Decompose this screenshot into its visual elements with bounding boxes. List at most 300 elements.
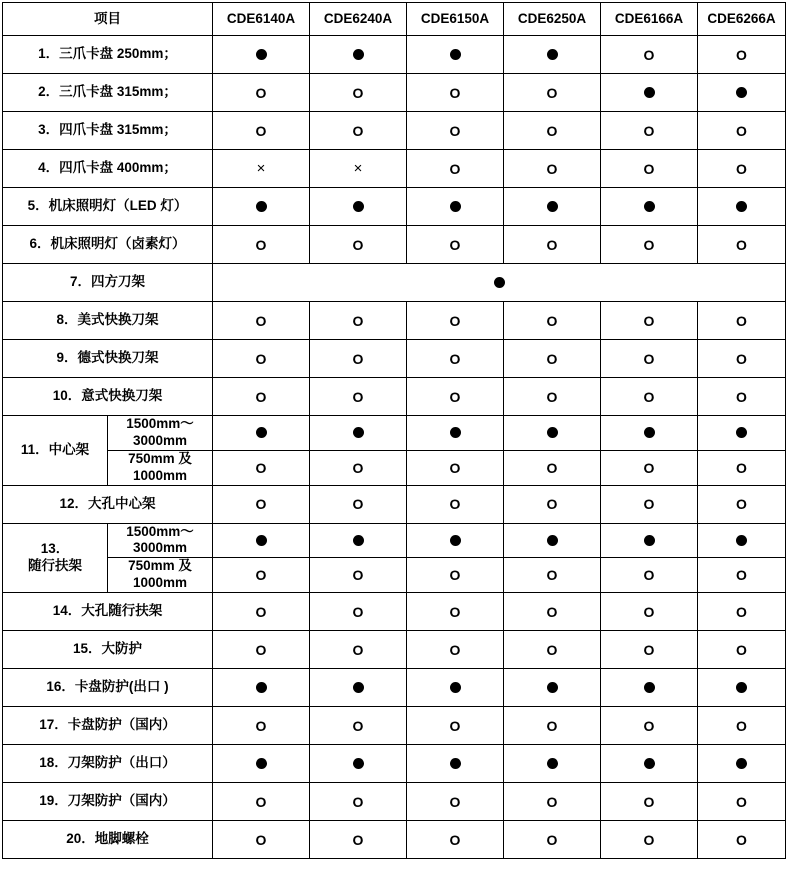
mark-optional: O <box>255 388 267 405</box>
mark-cell <box>213 112 310 150</box>
mark-optional: O <box>449 350 461 367</box>
mark-optional: O <box>255 831 267 848</box>
mark-standard <box>450 758 461 769</box>
mark-cell <box>504 112 601 150</box>
header-model-0: CDE6140A <box>213 3 310 36</box>
mark-cell <box>213 416 310 451</box>
mark-standard <box>256 758 267 769</box>
table-row <box>3 669 786 707</box>
mark-optional: O <box>352 388 364 405</box>
mark-cell <box>698 302 786 340</box>
mark-standard <box>547 758 558 769</box>
mark-optional: O <box>643 122 655 139</box>
mark-optional: O <box>546 350 558 367</box>
row-label: 17．卡盘防护（国内） <box>3 707 213 745</box>
mark-cell <box>601 558 698 593</box>
row-label: 12．大孔中心架 <box>3 485 213 523</box>
mark-optional: O <box>546 793 558 810</box>
mark-cell <box>213 669 310 707</box>
mark-cell <box>698 669 786 707</box>
mark-optional: O <box>352 831 364 848</box>
mark-optional: O <box>352 567 364 584</box>
mark-standard <box>353 49 364 60</box>
row-label: 13． 随行扶架 <box>3 523 108 593</box>
mark-optional: O <box>736 46 747 63</box>
mark-cell <box>601 226 698 264</box>
mark-cell <box>310 36 407 74</box>
mark-cell <box>601 36 698 74</box>
mark-cell <box>601 150 698 188</box>
mark-optional: O <box>546 459 558 476</box>
table-row <box>3 821 786 859</box>
row-label: 18．刀架防护（出口） <box>3 745 213 783</box>
mark-standard <box>256 535 267 546</box>
mark-cell <box>407 74 504 112</box>
mark-cell <box>504 74 601 112</box>
mark-optional: O <box>736 831 747 848</box>
mark-cell <box>698 378 786 416</box>
mark-cell <box>504 36 601 74</box>
mark-optional: O <box>352 84 364 101</box>
row-label: 15．大防护 <box>3 631 213 669</box>
mark-cell <box>504 783 601 821</box>
table-row <box>3 226 786 264</box>
mark-optional: O <box>352 641 364 658</box>
mark-optional: O <box>546 603 558 620</box>
mark-cell <box>504 150 601 188</box>
mark-optional: O <box>255 459 267 476</box>
mark-optional: O <box>255 496 267 512</box>
mark-cell <box>213 150 310 188</box>
mark-cell <box>698 340 786 378</box>
mark-optional: O <box>736 641 747 658</box>
mark-standard <box>736 535 747 546</box>
mark-optional: O <box>449 717 461 734</box>
mark-cell <box>504 188 601 226</box>
mark-optional: O <box>736 160 747 177</box>
mark-optional: O <box>449 84 461 101</box>
mark-standard <box>256 682 267 693</box>
mark-optional: O <box>643 350 655 367</box>
mark-cell <box>504 416 601 451</box>
row-label: 9．德式快换刀架 <box>3 340 213 378</box>
mark-cell <box>213 485 310 523</box>
mark-cell <box>698 450 786 485</box>
mark-cell <box>407 188 504 226</box>
header-model-5: CDE6266A <box>698 3 786 36</box>
row-sublabel: 1500mm～3000mm <box>108 523 213 558</box>
mark-cell <box>213 523 310 558</box>
mark-standard <box>547 427 558 438</box>
table-row <box>3 593 786 631</box>
mark-cell <box>407 485 504 523</box>
mark-cell <box>407 558 504 593</box>
mark-cell <box>504 340 601 378</box>
mark-cell <box>213 74 310 112</box>
mark-cell <box>601 631 698 669</box>
mark-optional: O <box>736 312 747 329</box>
mark-optional: O <box>449 641 461 658</box>
mark-optional: O <box>546 122 558 139</box>
mark-standard <box>353 535 364 546</box>
mark-standard <box>353 427 364 438</box>
table-row <box>3 707 786 745</box>
row-label: 4．四爪卡盘 400mm； <box>3 150 213 188</box>
mark-standard <box>450 535 461 546</box>
mark-cell <box>213 340 310 378</box>
mark-cell <box>213 821 310 859</box>
mark-cell <box>601 302 698 340</box>
mark-cell <box>601 450 698 485</box>
mark-optional: O <box>255 603 267 620</box>
mark-standard <box>736 758 747 769</box>
row-label: 2．三爪卡盘 315mm； <box>3 74 213 112</box>
mark-cell <box>698 745 786 783</box>
mark-standard <box>547 535 558 546</box>
mark-cell <box>407 593 504 631</box>
mark-cell <box>407 378 504 416</box>
mark-cell <box>601 593 698 631</box>
mark-standard <box>644 535 655 546</box>
mark-optional: O <box>449 459 461 476</box>
mark-optional: O <box>736 122 747 139</box>
mark-cell <box>310 523 407 558</box>
mark-cell <box>698 150 786 188</box>
mark-optional: O <box>643 831 655 848</box>
mark-cell <box>213 593 310 631</box>
mark-cell <box>601 821 698 859</box>
mark-cell <box>504 523 601 558</box>
row-sublabel: 750mm 及 1000mm <box>108 558 213 593</box>
mark-standard <box>736 682 747 693</box>
table-row <box>3 450 786 485</box>
mark-standard <box>547 201 558 212</box>
mark-optional: O <box>546 160 558 177</box>
mark-optional: O <box>546 84 558 101</box>
row-label: 7．四方刀架 <box>3 264 213 302</box>
mark-standard <box>547 49 558 60</box>
mark-cell <box>310 112 407 150</box>
mark-optional: O <box>643 793 655 810</box>
mark-standard <box>736 201 747 212</box>
mark-optional: O <box>643 160 655 177</box>
mark-optional: O <box>449 567 461 584</box>
mark-optional: O <box>449 793 461 810</box>
mark-cell <box>407 226 504 264</box>
mark-cell <box>310 821 407 859</box>
mark-optional: O <box>449 831 461 848</box>
mark-optional: O <box>449 312 461 329</box>
mark-standard <box>644 87 655 98</box>
table-row <box>3 74 786 112</box>
header-model-1: CDE6240A <box>310 3 407 36</box>
mark-optional: O <box>546 388 558 405</box>
mark-cell <box>601 74 698 112</box>
mark-cell <box>213 378 310 416</box>
mark-optional: O <box>736 793 747 810</box>
mark-cell <box>601 340 698 378</box>
row-label: 5．机床照明灯（LED 灯） <box>3 188 213 226</box>
mark-cell <box>504 707 601 745</box>
mark-cell <box>213 188 310 226</box>
mark-cell <box>310 450 407 485</box>
mark-cell <box>310 340 407 378</box>
mark-cell <box>310 745 407 783</box>
table-row <box>3 340 786 378</box>
mark-cell <box>698 226 786 264</box>
mark-optional: O <box>449 160 461 177</box>
mark-optional: O <box>546 312 558 329</box>
mark-optional: O <box>352 350 364 367</box>
mark-cell <box>407 669 504 707</box>
mark-standard <box>736 427 747 438</box>
mark-optional: O <box>643 459 655 476</box>
mark-cell <box>601 783 698 821</box>
mark-standard <box>450 201 461 212</box>
mark-optional: O <box>546 831 558 848</box>
mark-optional: O <box>643 236 655 253</box>
mark-cell <box>407 450 504 485</box>
mark-optional: O <box>546 717 558 734</box>
mark-cell <box>698 74 786 112</box>
mark-cell <box>504 558 601 593</box>
mark-optional: O <box>643 312 655 329</box>
row-label: 8．美式快换刀架 <box>3 302 213 340</box>
mark-optional: O <box>352 793 364 810</box>
mark-optional: O <box>352 312 364 329</box>
mark-standard <box>644 682 655 693</box>
mark-cell <box>407 631 504 669</box>
mark-optional: O <box>449 603 461 620</box>
mark-cell <box>601 112 698 150</box>
row-sublabel: 1500mm～3000mm <box>108 416 213 451</box>
mark-cell <box>698 631 786 669</box>
mark-cell <box>698 523 786 558</box>
mark-cell <box>504 593 601 631</box>
mark-cell <box>407 523 504 558</box>
mark-optional: O <box>736 603 747 620</box>
mark-cell <box>698 36 786 74</box>
row-label: 20．地脚螺栓 <box>3 821 213 859</box>
mark-cell <box>698 707 786 745</box>
mark-optional: O <box>736 717 747 734</box>
mark-cell <box>213 226 310 264</box>
row-label: 14．大孔随行扶架 <box>3 593 213 631</box>
mark-optional: O <box>736 459 747 476</box>
mark-cell <box>213 783 310 821</box>
mark-optional: O <box>352 496 364 512</box>
mark-standard <box>450 682 461 693</box>
mark-optional: O <box>643 603 655 620</box>
mark-cell <box>601 745 698 783</box>
table-header-row <box>3 3 786 36</box>
mark-optional: O <box>352 717 364 734</box>
mark-cell <box>213 707 310 745</box>
mark-cell <box>698 821 786 859</box>
mark-standard <box>450 49 461 60</box>
mark-cell <box>310 74 407 112</box>
mark-optional: O <box>736 388 747 405</box>
table-row <box>3 112 786 150</box>
mark-optional: O <box>255 236 267 253</box>
mark-cell <box>310 416 407 451</box>
mark-optional: O <box>449 122 461 139</box>
row-label: 16．卡盘防护(出口 ) <box>3 669 213 707</box>
mark-cell <box>504 485 601 523</box>
mark-standard <box>256 201 267 212</box>
mark-cell <box>310 378 407 416</box>
row-sublabel: 750mm 及 1000mm <box>108 450 213 485</box>
mark-optional: O <box>449 388 461 405</box>
mark-cell <box>698 783 786 821</box>
table-row <box>3 631 786 669</box>
mark-optional: O <box>255 567 267 584</box>
mark-cell <box>407 340 504 378</box>
mark-optional: O <box>643 717 655 734</box>
mark-standard <box>353 758 364 769</box>
mark-standard <box>353 201 364 212</box>
mark-cell <box>601 485 698 523</box>
header-model-3: CDE6250A <box>504 3 601 36</box>
table-row <box>3 302 786 340</box>
mark-cell <box>310 302 407 340</box>
mark-cell <box>213 631 310 669</box>
mark-unavailable: × <box>353 160 363 177</box>
mark-optional: O <box>643 567 655 584</box>
mark-cell <box>310 707 407 745</box>
header-item-label: 项目 <box>3 3 213 36</box>
mark-cell <box>407 150 504 188</box>
mark-cell <box>407 821 504 859</box>
mark-cell <box>601 523 698 558</box>
mark-cell <box>601 669 698 707</box>
table-row <box>3 783 786 821</box>
mark-cell <box>310 783 407 821</box>
table-row <box>3 378 786 416</box>
mark-optional: O <box>255 350 267 367</box>
mark-optional: O <box>643 496 655 512</box>
mark-cell <box>504 821 601 859</box>
mark-cell <box>407 707 504 745</box>
table-row <box>3 416 786 451</box>
table-row <box>3 150 786 188</box>
mark-cell <box>213 558 310 593</box>
mark-standard <box>644 201 655 212</box>
mark-optional: O <box>546 236 558 253</box>
mark-cell <box>310 593 407 631</box>
mark-standard <box>644 427 655 438</box>
mark-cell <box>213 36 310 74</box>
table-body <box>3 36 786 859</box>
mark-cell <box>698 558 786 593</box>
mark-standard <box>736 87 747 98</box>
mark-standard <box>450 427 461 438</box>
mark-unavailable: × <box>256 160 266 177</box>
mark-optional: O <box>352 459 364 476</box>
mark-optional: O <box>255 122 267 139</box>
table-row <box>3 264 786 302</box>
row-label: 19．刀架防护（国内） <box>3 783 213 821</box>
mark-cell <box>504 745 601 783</box>
row-label: 6．机床照明灯（卤素灯） <box>3 226 213 264</box>
table-row <box>3 36 786 74</box>
mark-cell <box>310 226 407 264</box>
mark-optional: O <box>255 312 267 329</box>
mark-optional: O <box>449 236 461 253</box>
mark-standard <box>353 682 364 693</box>
mark-cell <box>213 745 310 783</box>
mark-optional: O <box>352 122 364 139</box>
mark-optional: O <box>255 641 267 658</box>
accessory-configuration-table <box>2 2 786 859</box>
mark-cell <box>504 450 601 485</box>
mark-cell <box>698 188 786 226</box>
mark-optional: O <box>736 496 747 512</box>
mark-cell <box>698 593 786 631</box>
mark-optional: O <box>736 567 747 584</box>
mark-optional: O <box>449 496 461 512</box>
mark-standard <box>547 682 558 693</box>
mark-optional: O <box>643 46 655 63</box>
mark-standard <box>644 758 655 769</box>
mark-cell <box>698 112 786 150</box>
mark-cell <box>310 150 407 188</box>
mark-cell <box>213 450 310 485</box>
mark-cell <box>213 264 786 302</box>
header-model-2: CDE6150A <box>407 3 504 36</box>
row-label: 1．三爪卡盘 250mm； <box>3 36 213 74</box>
mark-standard <box>494 277 505 288</box>
mark-optional: O <box>643 641 655 658</box>
table-row <box>3 188 786 226</box>
table-row <box>3 558 786 593</box>
mark-standard <box>256 49 267 60</box>
mark-cell <box>310 485 407 523</box>
mark-optional: O <box>352 603 364 620</box>
mark-cell <box>310 669 407 707</box>
mark-optional: O <box>255 717 267 734</box>
header-model-4: CDE6166A <box>601 3 698 36</box>
mark-cell <box>504 378 601 416</box>
mark-cell <box>698 416 786 451</box>
mark-optional: O <box>255 84 267 101</box>
mark-optional: O <box>643 388 655 405</box>
mark-optional: O <box>736 236 747 253</box>
mark-standard <box>256 427 267 438</box>
mark-cell <box>504 669 601 707</box>
mark-cell <box>601 707 698 745</box>
mark-cell <box>407 416 504 451</box>
mark-cell <box>601 378 698 416</box>
mark-cell <box>407 112 504 150</box>
mark-optional: O <box>546 567 558 584</box>
mark-optional: O <box>352 236 364 253</box>
mark-cell <box>310 188 407 226</box>
mark-cell <box>310 631 407 669</box>
row-label: 11．中心架 <box>3 416 108 486</box>
mark-cell <box>310 558 407 593</box>
row-label: 3．四爪卡盘 315mm； <box>3 112 213 150</box>
table-row <box>3 485 786 523</box>
mark-cell <box>407 302 504 340</box>
mark-optional: O <box>255 793 267 810</box>
mark-cell <box>504 302 601 340</box>
mark-cell <box>213 302 310 340</box>
mark-cell <box>601 416 698 451</box>
row-label: 10．意式快换刀架 <box>3 378 213 416</box>
table-row <box>3 745 786 783</box>
mark-cell <box>601 188 698 226</box>
